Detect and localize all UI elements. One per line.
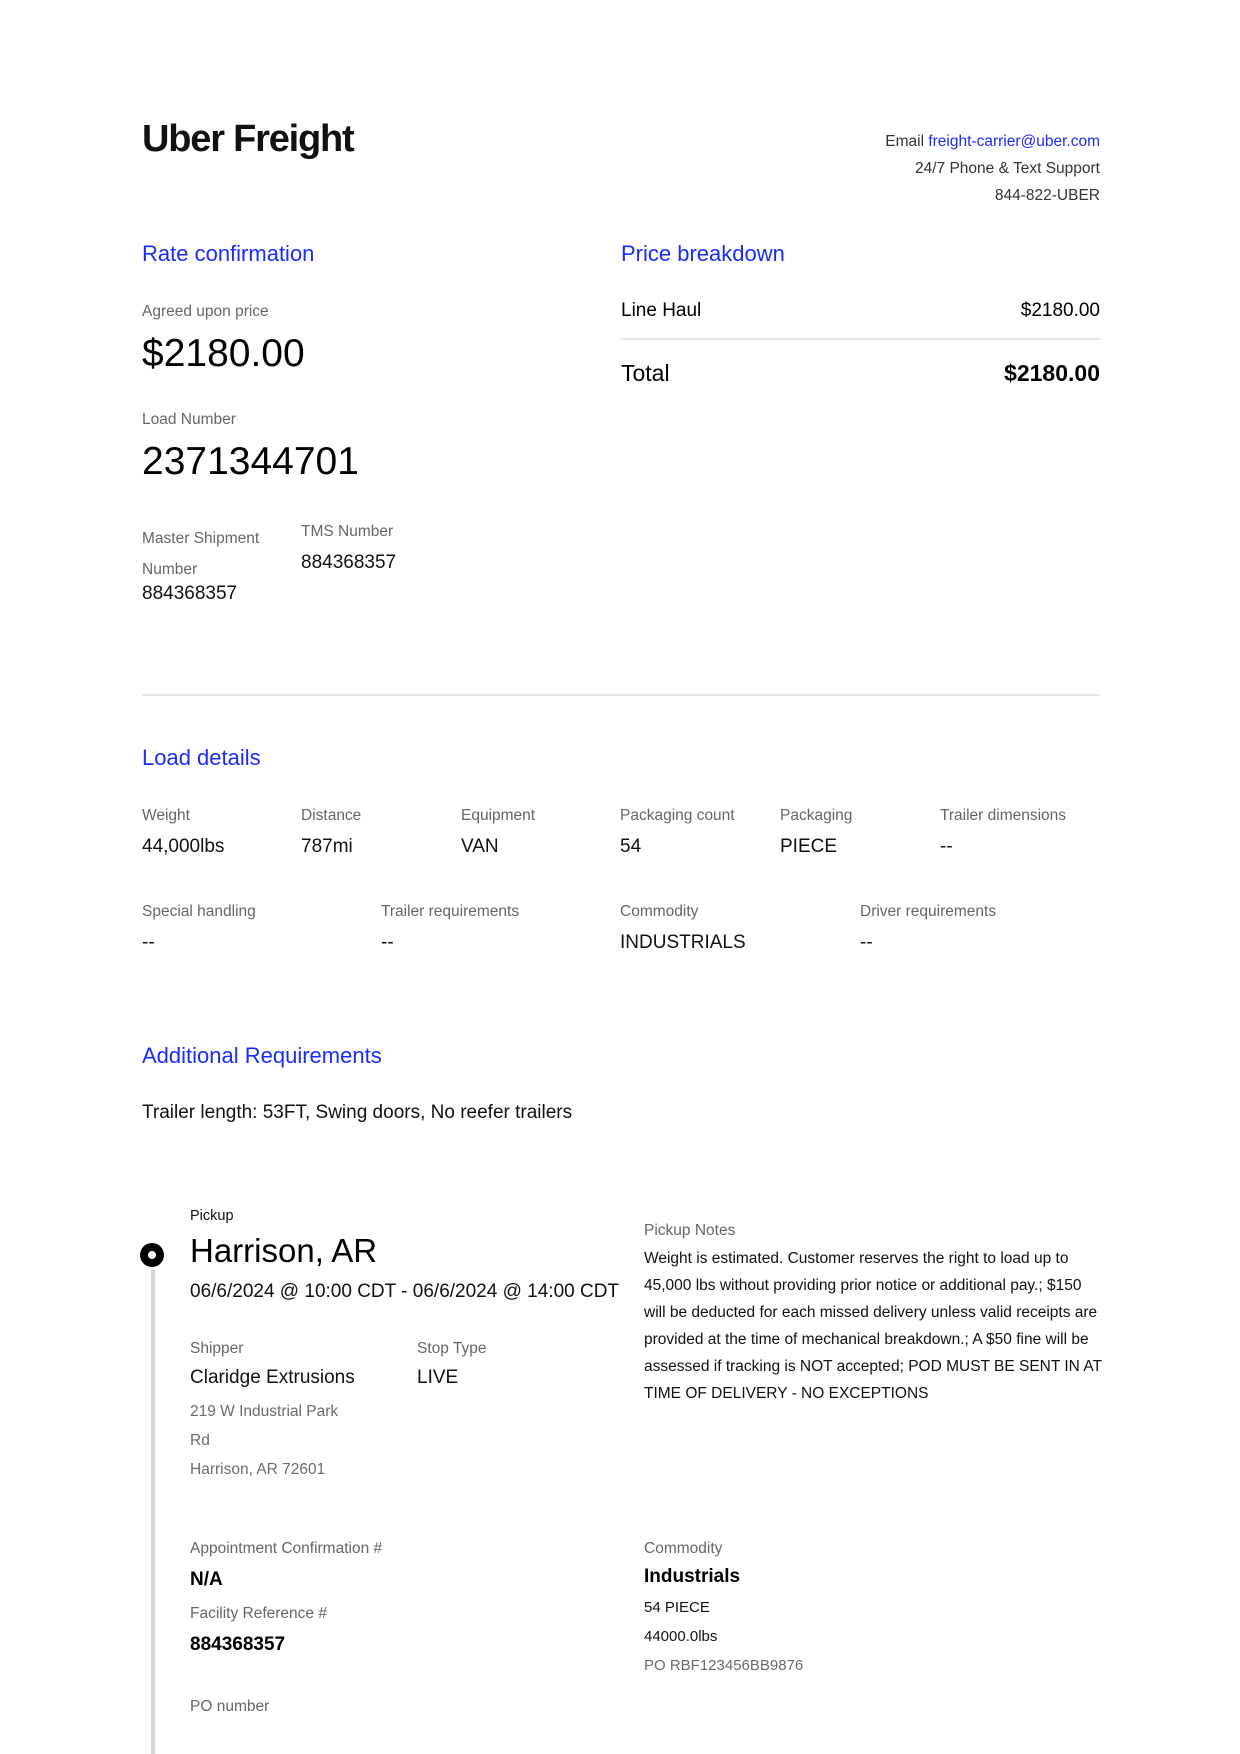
driver-requirements-label: Driver requirements [860, 903, 997, 920]
shipper-label: Shipper [190, 1340, 244, 1357]
master-shipment-label-line2: Number [142, 561, 198, 578]
weight-value: 44,000lbs [142, 836, 225, 857]
email-link[interactable]: freight-carrier@uber.com [928, 133, 1100, 150]
load-details-title: Load details [142, 745, 261, 770]
commodity-value: INDUSTRIALS [620, 932, 746, 953]
pickup-stop-icon [140, 1243, 164, 1267]
facility-reference-value: 884368357 [190, 1634, 286, 1655]
special-handling-label: Special handling [142, 903, 256, 920]
distance-value: 787mi [301, 836, 353, 857]
section-divider [142, 694, 1100, 696]
additional-requirements-title: Additional Requirements [142, 1043, 382, 1068]
shipper-address [190, 1397, 338, 1484]
total-label: Total [621, 360, 670, 386]
trailer-dimensions-value: -- [940, 836, 953, 857]
distance-label: Distance [301, 807, 362, 824]
total-row [621, 360, 1100, 387]
address-line-2: Rd [190, 1432, 210, 1449]
equipment-value: VAN [461, 836, 499, 857]
packaging-value: PIECE [780, 836, 838, 857]
packaging-count-value: 54 [620, 836, 642, 857]
email-line [885, 128, 1100, 155]
line-haul-label: Line Haul [621, 300, 702, 321]
agreed-price-label: Agreed upon price [142, 303, 269, 320]
timeline-line [151, 1270, 155, 1754]
master-shipment-label-line1: Master Shipment [142, 530, 260, 547]
packaging-count-label: Packaging count [620, 807, 735, 824]
pickup-window: 06/6/2024 @ 10:00 CDT - 06/6/2024 @ 14:00 CDT [190, 1281, 620, 1302]
support-line: 24/7 Phone & Text Support [915, 160, 1100, 177]
pickup-commodity-po: PO RBF123456BB9876 [644, 1657, 804, 1674]
shipper-name: Claridge Extrusions [190, 1367, 355, 1388]
price-breakdown-title: Price breakdown [621, 241, 785, 266]
stop-type-label: Stop Type [417, 1340, 487, 1357]
trailer-requirements-label: Trailer requirements [381, 903, 520, 920]
pickup-tag: Pickup [190, 1208, 234, 1224]
pickup-city: Harrison, AR [190, 1232, 378, 1269]
total-value: $2180.00 [1004, 360, 1100, 386]
pickup-commodity-name: Industrials [644, 1566, 741, 1587]
line-haul-value: $2180.00 [1020, 300, 1100, 321]
agreed-price-value: $2180.00 [142, 332, 305, 375]
appointment-label: Appointment Confirmation # [190, 1540, 383, 1557]
facility-reference-label: Facility Reference # [190, 1605, 327, 1622]
price-divider [621, 338, 1100, 340]
address-line-3: Harrison, AR 72601 [190, 1461, 326, 1478]
tms-number-value: 884368357 [301, 552, 397, 573]
email-label: Email [885, 133, 925, 150]
trailer-requirements-value: -- [381, 932, 394, 953]
uber-freight-logo: Uber Freight [142, 118, 354, 160]
stop-type-value: LIVE [417, 1367, 459, 1388]
pickup-notes-label: Pickup Notes [644, 1222, 736, 1239]
equipment-label: Equipment [461, 807, 536, 824]
master-shipment-value: 884368357 [142, 583, 238, 604]
commodity-label: Commodity [620, 903, 699, 920]
pickup-commodity-count: 54 PIECE [644, 1599, 710, 1616]
tms-number-label: TMS Number [301, 523, 394, 540]
appointment-value: N/A [190, 1569, 223, 1590]
trailer-dimensions-label: Trailer dimensions [940, 807, 1067, 824]
pickup-commodity-label: Commodity [644, 1540, 723, 1557]
support-phone: 844-822-UBER [994, 187, 1100, 204]
weight-label: Weight [142, 807, 190, 824]
load-number-value: 2371344701 [142, 440, 359, 483]
special-handling-value: -- [142, 932, 155, 953]
pickup-commodity-weight: 44000.0lbs [644, 1628, 718, 1645]
line-haul-row [621, 300, 1100, 322]
rate-confirmation-title: Rate confirmation [142, 241, 315, 266]
additional-requirements-text: Trailer length: 53FT, Swing doors, No reefer trailers [142, 1102, 573, 1123]
master-shipment-label [142, 523, 259, 585]
load-number-label: Load Number [142, 411, 236, 428]
packaging-label: Packaging [780, 807, 853, 824]
po-number-label: PO number [190, 1698, 270, 1715]
pickup-notes-text: Weight is estimated. Customer reserves the right to load up to 45,000 lbs without providing prior notice or additional pay.; $150 will be deducted for each missed delivery unless valid receipts are provided at the time of mechanical breakdown.; A $50 fine will be assessed if tracking is NOT accepted; POD MUST BE SENT IN AT TIME OF DELIVERY - NO EXCEPTIONS [644, 1250, 1102, 1402]
contact-info [885, 128, 1100, 209]
address-line-1: 219 W Industrial Park [190, 1403, 339, 1420]
driver-requirements-value: -- [860, 932, 873, 953]
